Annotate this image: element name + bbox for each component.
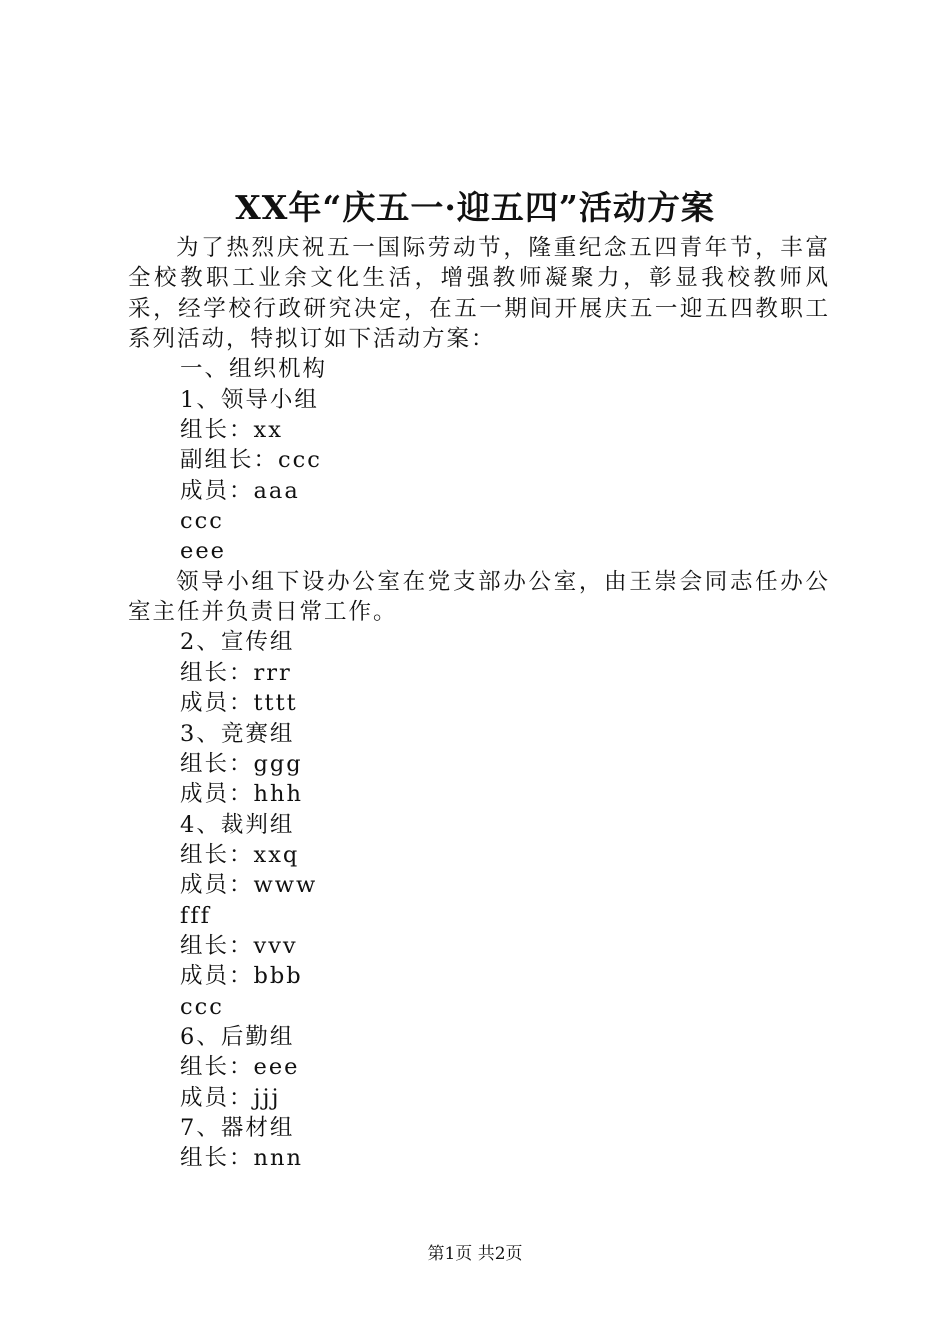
document-body [128, 233, 830, 1174]
group-members-line: 成员：tttt [180, 690, 298, 717]
group-title-equipment: 7、器材组 [180, 1114, 295, 1141]
group-members-line: 成员：aaa [180, 477, 300, 504]
group-members-line: 成员：jjj [180, 1084, 281, 1111]
group-title-leadership: 1、领导小组 [180, 386, 319, 413]
group-member-line: ccc [180, 508, 224, 535]
office-note-paragraph: 领导小组下设办公室在党支部办公室，由王崇会同志任办公室主任并负责日常工作。 [128, 568, 830, 626]
group-leader-line: 组长：ggg [180, 750, 303, 777]
page-footer: 第1页 共2页 [427, 1244, 523, 1264]
group-title-logistics: 6、后勤组 [180, 1023, 295, 1050]
section-heading-organization: 一、组织机构 [180, 356, 328, 383]
group-deputy-line: 副组长：ccc [180, 447, 322, 474]
group-leader-line: 组长：rrr [180, 659, 292, 686]
group-member-line: ccc [180, 993, 224, 1020]
group-title-referee: 4、裁判组 [180, 811, 295, 838]
group-members-line: 成员：www [180, 872, 318, 899]
group-leader-line: 组长：xx [180, 417, 283, 444]
intro-paragraph: 为了热烈庆祝五一国际劳动节，隆重纪念五四青年节，丰富全校教职工业余文化生活，增强教师凝聚力，彰显我校教师风采，经学校行政研究决定，在五一期间开展庆五一迎五四教职工系列活动，特拟订如下活动方案： [128, 235, 830, 353]
document-title: XX年“庆五一·迎五四”活动方案 [235, 188, 715, 227]
group-leader-line: 组长：nnn [180, 1145, 303, 1172]
group-leader-line: 组长：xxq [180, 841, 300, 868]
group-members-line: 成员：hhh [180, 781, 303, 808]
group-leader-line: 组长：eee [180, 1054, 300, 1081]
group-title-publicity: 2、宣传组 [180, 629, 295, 656]
group-title-competition: 3、竞赛组 [180, 720, 295, 747]
group-members-line: 成员：bbb [180, 963, 303, 990]
group-leader-line: 组长：vvv [180, 932, 298, 959]
group-member-line: eee [180, 538, 226, 565]
group-member-line: fff [180, 902, 211, 929]
